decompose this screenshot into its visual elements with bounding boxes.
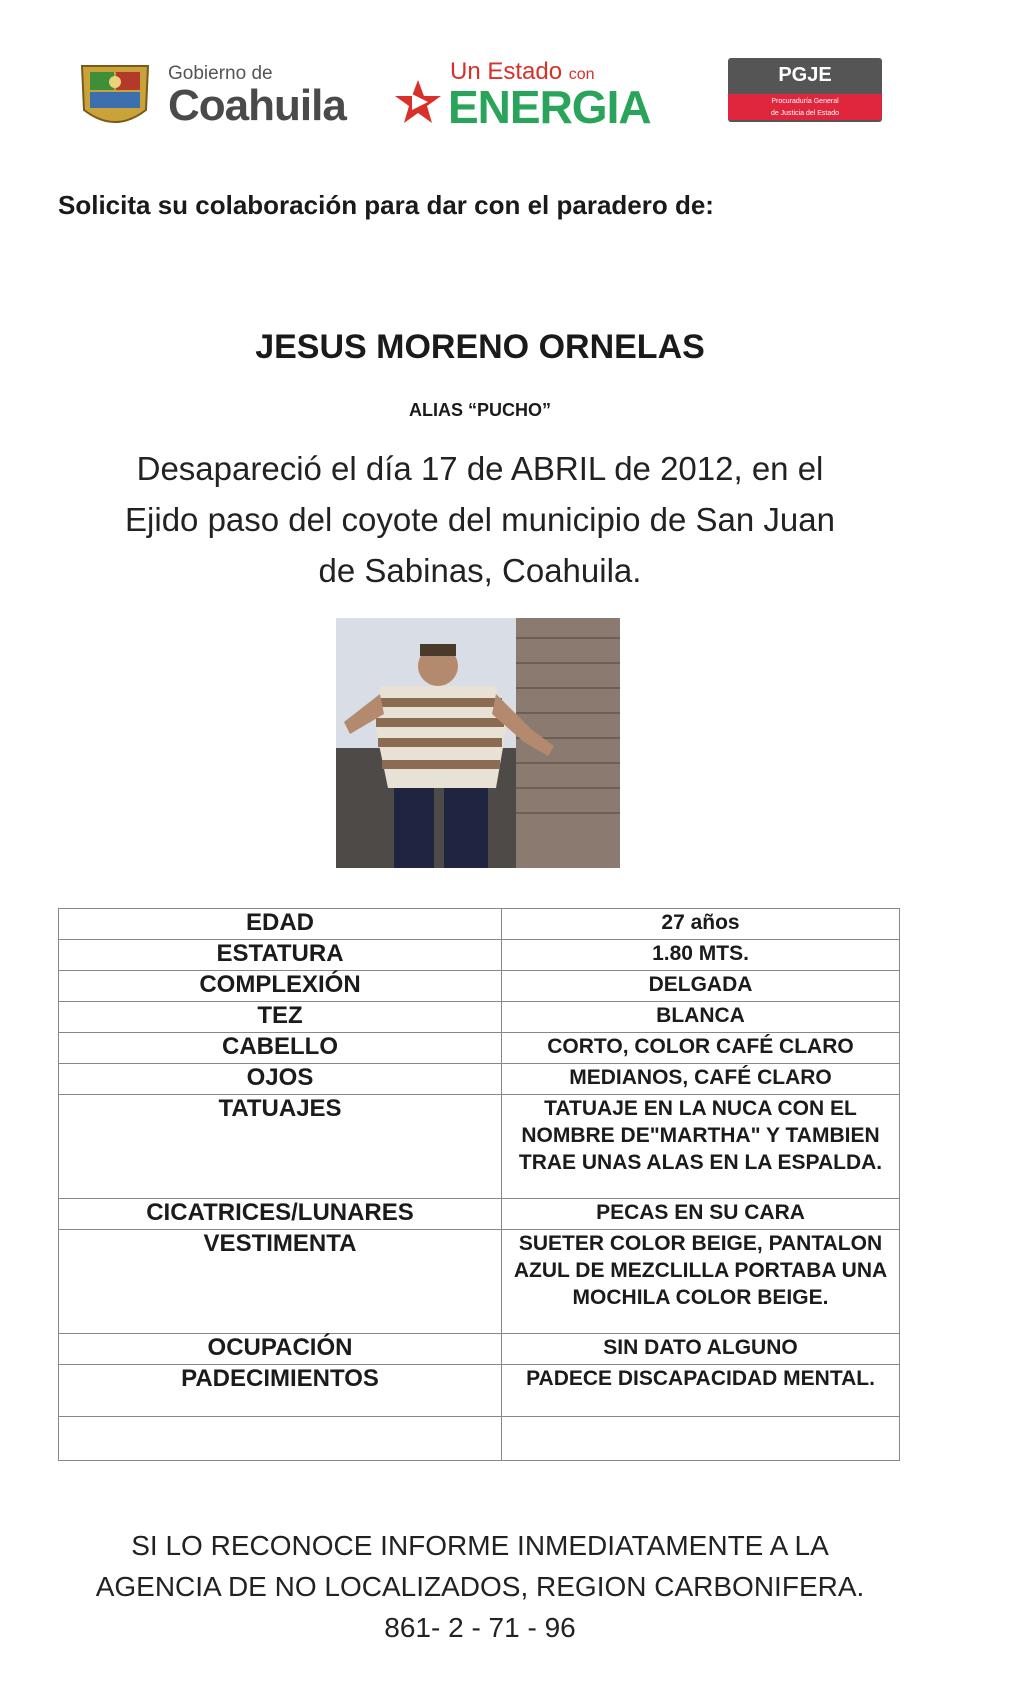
disappearance-description	[60, 443, 900, 596]
red-star-icon	[394, 78, 442, 126]
detail-value	[502, 1417, 900, 1461]
detail-value: PADECE DISCAPACIDAD MENTAL.	[502, 1365, 900, 1417]
table-row	[59, 1002, 900, 1033]
description-line-3: de Sabinas, Coahuila.	[318, 552, 642, 589]
header	[0, 50, 1024, 140]
detail-label: PADECIMIENTOS	[59, 1365, 502, 1417]
gobierno-coahuila-logo	[168, 64, 346, 128]
detail-label: OCUPACIÓN	[59, 1334, 502, 1365]
footer-line-2: AGENCIA DE NO LOCALIZADOS, REGION CARBONIFERA.	[95, 1571, 865, 1602]
detail-value: MEDIANOS, CAFÉ CLARO	[502, 1064, 900, 1095]
detail-value: DELGADA	[502, 971, 900, 1002]
pgje-sub2: de Justicia del Estado	[770, 110, 840, 117]
table-row	[59, 1064, 900, 1095]
detail-value: SUETER COLOR BEIGE, PANTALON AZUL DE MEZCLILLA PORTABA UNA MOCHILA COLOR BEIGE.	[502, 1230, 900, 1334]
detail-label: EDAD	[59, 909, 502, 940]
pgje-red-band	[728, 94, 882, 120]
table-row	[59, 1365, 900, 1417]
detail-value: PECAS EN SU CARA	[502, 1199, 900, 1230]
pgje-label: PGJE	[778, 64, 832, 86]
energia-top-main: Un Estado	[450, 58, 563, 85]
person-alias: ALIAS “PUCHO”	[408, 400, 551, 420]
description-line-1: Desapareció el día 17 de ABRIL de 2012, en el	[136, 450, 824, 487]
detail-label: ESTATURA	[59, 940, 502, 971]
energia-con: con	[568, 66, 595, 83]
pgje-sub1: Procuraduría General	[771, 98, 839, 105]
detail-label: TEZ	[59, 1002, 502, 1033]
detail-value: 1.80 MTS.	[502, 940, 900, 971]
table-row	[59, 1033, 900, 1064]
table-row	[59, 909, 900, 940]
table-row	[59, 971, 900, 1002]
detail-label: CABELLO	[59, 1033, 502, 1064]
energia-big-text: ENERGIA	[448, 81, 651, 133]
pgje-logo	[728, 58, 882, 122]
person-photo	[336, 618, 620, 868]
details-body	[59, 909, 900, 1461]
detail-label: VESTIMENTA	[59, 1230, 502, 1334]
detail-label: TATUAJES	[59, 1095, 502, 1199]
gobierno-big-text: Coahuila	[168, 81, 346, 130]
detail-label	[59, 1417, 502, 1461]
detail-value: BLANCA	[502, 1002, 900, 1033]
detail-value: CORTO, COLOR CAFÉ CLARO	[502, 1033, 900, 1064]
detail-label: CICATRICES/LUNARES	[59, 1199, 502, 1230]
table-row	[59, 1334, 900, 1365]
detail-value: 27 años	[502, 909, 900, 940]
details-table	[58, 908, 900, 1461]
table-row	[59, 1417, 900, 1461]
table-row	[59, 1095, 900, 1199]
footer	[0, 1525, 960, 1648]
description-line-2: Ejido paso del coyote del municipio de San Juan	[125, 501, 835, 538]
footer-line-1: SI LO RECONOCE INFORME INMEDIATAMENTE A LA	[131, 1530, 829, 1561]
detail-value: TATUAJE EN LA NUCA CON EL NOMBRE DE"MARTHA" Y TAMBIEN TRAE UNAS ALAS EN LA ESPALDA.	[502, 1095, 900, 1199]
detail-label: COMPLEXIÓN	[59, 971, 502, 1002]
intro-text: Solicita su colaboración para dar con el paradero de:	[58, 190, 714, 220]
coahuila-seal-icon	[76, 62, 154, 132]
table-row	[59, 1230, 900, 1334]
table-row	[59, 1199, 900, 1230]
table-row	[59, 940, 900, 971]
footer-phone: 861- 2 - 71 - 96	[384, 1612, 576, 1643]
gobierno-small-text: Gobierno de	[168, 63, 273, 84]
person-name: JESUS MORENO ORNELAS	[255, 328, 705, 366]
detail-value: SIN DATO ALGUNO	[502, 1334, 900, 1365]
detail-label: OJOS	[59, 1064, 502, 1095]
